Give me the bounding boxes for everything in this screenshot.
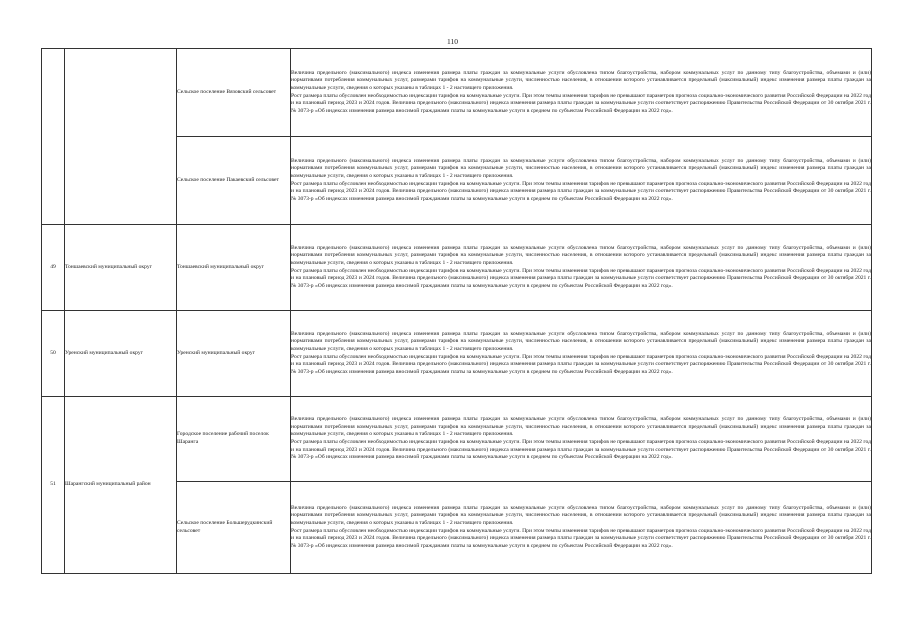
justification-paragraph: Величина предельного (максимального) индекса изменения размера платы граждан за коммунальные услуги обусловлена типом благоустройства, набором коммунальных услуг по данному типу благоустройства, объемами и (или) нормативами потребления коммунальных услуг, размерами тарифов на коммунальные услуги, численностью населения, в отношении которого устанавливается предельный (максимальный) индекс изменения размера платы граждан за коммунальные услуги, сведения о которых указаны в таблицах 1 - 2 настоящего приложения.	[291, 244, 871, 266]
row-number-cell: 50	[42, 311, 65, 397]
justification-cell	[291, 225, 872, 311]
settlement-cell: Городское поселение рабочий поселок Шаранга	[177, 397, 291, 482]
row-number-cell	[42, 49, 65, 225]
district-cell: Уренский муниципальный округ	[65, 311, 177, 397]
table-row	[42, 225, 872, 311]
justification-paragraph: Величина предельного (максимального) индекса изменения размера платы граждан за коммунальные услуги обусловлена типом благоустройства, набором коммунальных услуг по данному типу благоустройства, объемами и (или) нормативами потребления коммунальных услуг, размерами тарифов на коммунальные услуги, численностью населения, в отношении которого устанавливается предельный (максимальный) индекс изменения размера платы граждан за коммунальные услуги, сведения о которых указаны в таблицах 1 - 2 настоящего приложения.	[291, 69, 871, 91]
settlement-cell: Сельское поселение Пакаевский сельсовет	[177, 137, 291, 225]
justification-paragraph: Величина предельного (максимального) индекса изменения размера платы граждан за коммунальные услуги обусловлена типом благоустройства, набором коммунальных услуг по данному типу благоустройства, объемами и (или) нормативами потребления коммунальных услуг, размерами тарифов на коммунальные услуги, численностью населения, в отношении которого устанавливается предельный (максимальный) индекс изменения размера платы граждан за коммунальные услуги, сведения о которых указаны в таблицах 1 - 2 настоящего приложения.	[291, 330, 871, 352]
tariff-table	[41, 48, 872, 574]
settlement-cell: Сельское поселение Большерудкинский сельсовет	[177, 482, 291, 574]
justification-paragraph: Рост размера платы обусловлен необходимостью индексации тарифов на коммунальные услуги. При этом темпы изменения тарифов не превышают параметров прогноза социально-экономического развития Российской Федерации на 2022 год и на плановый период 2023 и 2024 годов. Величина предельного (максимального) индекса изменения размера платы граждан за коммунальные услуги соответствует распоряжению Правительства Российской Федерации от 30 октября 2021 г. № 3073-р «Об индексах изменения размера вносимой гражданами платы за коммунальные услуги в среднем по субъектам Российской Федерации на 2022 год».	[291, 353, 871, 375]
row-number-cell: 49	[42, 225, 65, 311]
justification-cell	[291, 137, 872, 225]
justification-cell	[291, 311, 872, 397]
settlement-cell: Тоншаевский муниципальный округ	[177, 225, 291, 311]
justification-paragraph: Рост размера платы обусловлен необходимостью индексации тарифов на коммунальные услуги. При этом темпы изменения тарифов не превышают параметров прогноза социально-экономического развития Российской Федерации на 2022 год и на плановый период 2023 и 2024 годов. Величина предельного (максимального) индекса изменения размера платы граждан за коммунальные услуги соответствует распоряжению Правительства Российской Федерации от 30 октября 2021 г. № 3073-р «Об индексах изменения размера вносимой гражданами платы за коммунальные услуги в среднем по субъектам Российской Федерации на 2022 год».	[291, 267, 871, 289]
justification-cell	[291, 397, 872, 482]
justification-paragraph: Рост размера платы обусловлен необходимостью индексации тарифов на коммунальные услуги. При этом темпы изменения тарифов не превышают параметров прогноза социально-экономического развития Российской Федерации на 2022 год и на плановый период 2023 и 2024 годов. Величина предельного (максимального) индекса изменения размера платы граждан за коммунальные услуги соответствует распоряжению Правительства Российской Федерации от 30 октября 2021 г. № 3073-р «Об индексах изменения размера вносимой гражданами платы за коммунальные услуги в среднем по субъектам Российской Федерации на 2022 год».	[291, 180, 871, 202]
table-row	[42, 49, 872, 137]
justification-cell	[291, 49, 872, 137]
district-cell: Шарангский муниципальный район	[65, 397, 177, 574]
district-cell: Тоншаевский муниципальный округ	[65, 225, 177, 311]
page-number: 110	[447, 37, 458, 46]
justification-paragraph: Рост размера платы обусловлен необходимостью индексации тарифов на коммунальные услуги. При этом темпы изменения тарифов не превышают параметров прогноза социально-экономического развития Российской Федерации на 2022 год и на плановый период 2023 и 2024 годов. Величина предельного (максимального) индекса изменения размера платы граждан за коммунальные услуги соответствует распоряжению Правительства Российской Федерации от 30 октября 2021 г. № 3073-р «Об индексах изменения размера вносимой гражданами платы за коммунальные услуги в среднем по субъектам Российской Федерации на 2022 год».	[291, 439, 871, 461]
settlement-cell: Уренский муниципальный округ	[177, 311, 291, 397]
justification-paragraph: Рост размера платы обусловлен необходимостью индексации тарифов на коммунальные услуги. При этом темпы изменения тарифов не превышают параметров прогноза социально-экономического развития Российской Федерации на 2022 год и на плановый период 2023 и 2024 годов. Величина предельного (максимального) индекса изменения размера платы граждан за коммунальные услуги соответствует распоряжению Правительства Российской Федерации от 30 октября 2021 г. № 3073-р «Об индексах изменения размера вносимой гражданами платы за коммунальные услуги в среднем по субъектам Российской Федерации на 2022 год».	[291, 92, 871, 114]
justification-paragraph: Величина предельного (максимального) индекса изменения размера платы граждан за коммунальные услуги обусловлена типом благоустройства, набором коммунальных услуг по данному типу благоустройства, объемами и (или) нормативами потребления коммунальных услуг, размерами тарифов на коммунальные услуги, численностью населения, в отношении которого устанавливается предельный (максимальный) индекс изменения размера платы граждан за коммунальные услуги, сведения о которых указаны в таблицах 1 - 2 настоящего приложения.	[291, 157, 871, 179]
district-cell	[65, 49, 177, 225]
table-row	[42, 397, 872, 482]
justification-paragraph: Величина предельного (максимального) индекса изменения размера платы граждан за коммунальные услуги обусловлена типом благоустройства, набором коммунальных услуг по данному типу благоустройства, объемами и (или) нормативами потребления коммунальных услуг, размерами тарифов на коммунальные услуги, численностью населения, в отношении которого устанавливается предельный (максимальный) индекс изменения размера платы граждан за коммунальные услуги, сведения о которых указаны в таблицах 1 - 2 настоящего приложения.	[291, 504, 871, 526]
justification-paragraph: Рост размера платы обусловлен необходимостью индексации тарифов на коммунальные услуги. При этом темпы изменения тарифов не превышают параметров прогноза социально-экономического развития Российской Федерации на 2022 год и на плановый период 2023 и 2024 годов. Величина предельного (максимального) индекса изменения размера платы граждан за коммунальные услуги соответствует распоряжению Правительства Российской Федерации от 30 октября 2021 г. № 3073-р «Об индексах изменения размера вносимой гражданами платы за коммунальные услуги в среднем по субъектам Российской Федерации на 2022 год».	[291, 527, 871, 549]
justification-paragraph: Величина предельного (максимального) индекса изменения размера платы граждан за коммунальные услуги обусловлена типом благоустройства, набором коммунальных услуг по данному типу благоустройства, объемами и (или) нормативами потребления коммунальных услуг, размерами тарифов на коммунальные услуги, численностью населения, в отношении которого устанавливается предельный (максимальный) индекс изменения размера платы граждан за коммунальные услуги, сведения о которых указаны в таблицах 1 - 2 настоящего приложения.	[291, 416, 871, 438]
justification-cell	[291, 482, 872, 574]
table-row	[42, 311, 872, 397]
row-number-cell: 51	[42, 397, 65, 574]
settlement-cell: Сельское поселение Вязовский сельсовет	[177, 49, 291, 137]
